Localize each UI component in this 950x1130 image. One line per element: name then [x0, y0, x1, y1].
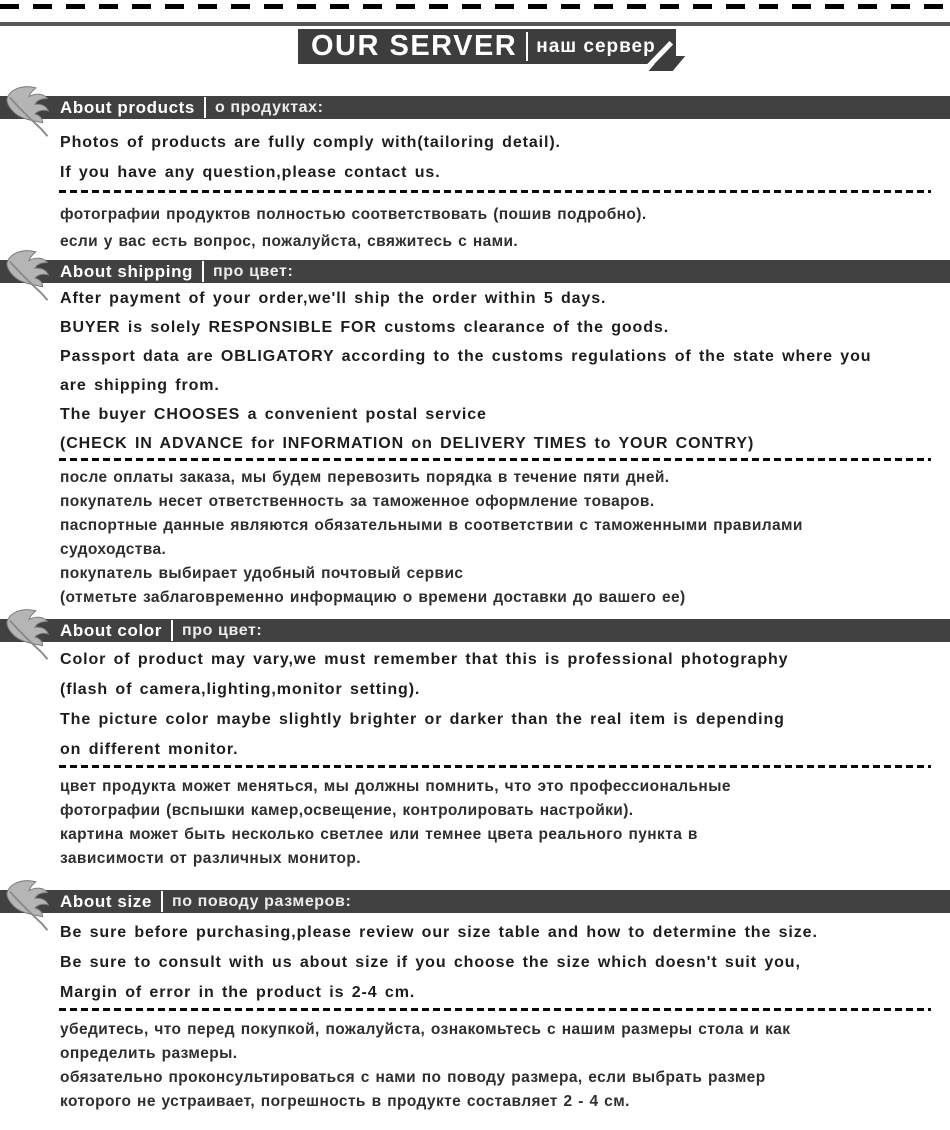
text-line: The picture color maybe slightly brighter or darker than the real item is depending [60, 711, 785, 728]
banner-title-ru: наш сервер [536, 35, 656, 57]
section-title-ru: про цвет: [213, 262, 294, 280]
section-header-bar [0, 890, 950, 913]
page [0, 4, 950, 1130]
section-title-ru: о продуктах: [214, 98, 324, 116]
text-line: определить размеры. [60, 1045, 238, 1062]
text-line: цвет продукта может меняться, мы должны помнить, что это профессиональные [60, 778, 731, 795]
dashed-divider [59, 765, 931, 768]
header-divider [171, 620, 173, 641]
text-line: если у вас есть вопрос, пожалуйста, свяжитесь с нами. [60, 233, 519, 250]
text-line: убедитесь, что перед покупкой, пожалуйста, ознакомьтесь с нашим размеры стола и как [60, 1021, 791, 1038]
russian-text-block [60, 201, 950, 255]
text-line: обязательно проконсультироваться с нами по поводу размера, если выбрать размер [60, 1069, 766, 1086]
text-line: паспортные данные являются обязательными в соответствии с таможенными правилами [60, 517, 803, 534]
text-line: после оплаты заказа, мы будем перевозить порядка в течение пяти дней. [60, 469, 670, 486]
section-title-en: About shipping [60, 262, 194, 281]
section-title-en: About color [60, 621, 162, 640]
text-line: Margin of error in the product is 2-4 cm. [60, 984, 416, 1001]
section-header-bar [0, 260, 950, 283]
section-body [0, 119, 950, 255]
section-body [0, 913, 950, 1114]
header-divider [204, 97, 206, 118]
section-title-ru: про цвет: [181, 621, 263, 639]
text-line: The buyer CHOOSES a convenient postal service [60, 406, 487, 423]
section-about-shipping [0, 260, 950, 610]
russian-text-block [60, 1018, 950, 1114]
text-line: (CHECK IN ADVANCE for INFORMATION on DELIVERY TIMES to YOUR CONTRY) [60, 435, 755, 452]
english-text-block [60, 642, 950, 765]
header-divider [161, 891, 163, 912]
banner-title-en: OUR SERVER [311, 30, 518, 62]
section-title-en: About products [60, 98, 195, 117]
section-title-ru: по поводу размеров: [171, 892, 352, 910]
text-line: фотографии (вспышки камер,освещение, контролировать настройки). [60, 802, 634, 819]
section-body [0, 642, 950, 871]
text-line: After payment of your order,we'll ship the order within 5 days. [60, 290, 607, 307]
section-header-bar [0, 619, 950, 642]
dashed-divider [59, 458, 931, 461]
russian-text-block [60, 466, 950, 610]
dashed-divider [59, 190, 931, 193]
english-text-block [60, 913, 950, 1008]
text-line: Passport data are OBLIGATORY according to the customs regulations of the state where you [60, 348, 872, 365]
text-line: Be sure before purchasing,please review our size table and how to determine the size. [60, 924, 818, 941]
text-line: картина может быть несколько светлее или темнее цвета реального пункта в [60, 826, 698, 843]
section-body [0, 283, 950, 610]
top-rule [0, 22, 950, 26]
text-line: которого не устраивает, погрешность в продукте составляет 2 - 4 см. [60, 1093, 630, 1110]
text-line: фотографии продуктов полностью соответствовать (пошив подробно). [60, 206, 647, 223]
text-line: If you have any question,please contact us. [60, 164, 441, 181]
section-about-color [0, 619, 950, 871]
section-about-products [0, 96, 950, 255]
dashed-divider [59, 1008, 931, 1011]
text-line: Be sure to consult with us about size if you choose the size which doesn't suit you, [60, 954, 801, 971]
banner [298, 29, 676, 64]
text-line: покупатель выбирает удобный почтовый сервис [60, 565, 464, 582]
text-line: (flash of camera,lighting,monitor setting). [60, 681, 421, 698]
text-line: зависимости от различных монитор. [60, 850, 362, 867]
section-about-size [0, 890, 950, 1114]
text-line: судоходства. [60, 541, 167, 558]
text-line: Photos of products are fully comply with(tailoring detail). [60, 134, 561, 151]
header-divider [202, 261, 204, 282]
text-line: on different monitor. [60, 741, 239, 758]
text-line: покупатель несет ответственность за таможенное оформление товаров. [60, 493, 655, 510]
english-text-block [60, 119, 950, 190]
russian-text-block [60, 775, 950, 871]
text-line: BUYER is solely RESPONSIBLE FOR customs clearance of the goods. [60, 319, 670, 336]
text-line: Color of product may vary,we must remember that this is professional photography [60, 651, 789, 668]
text-line: are shipping from. [60, 377, 220, 394]
banner-divider [526, 32, 528, 61]
text-line: (отметьте заблаговременно информацию о времени доставки до вашего ее) [60, 589, 686, 606]
english-text-block [60, 283, 950, 458]
section-header-bar [0, 96, 950, 119]
top-dashed-divider [0, 4, 950, 9]
section-title-en: About size [60, 892, 152, 911]
